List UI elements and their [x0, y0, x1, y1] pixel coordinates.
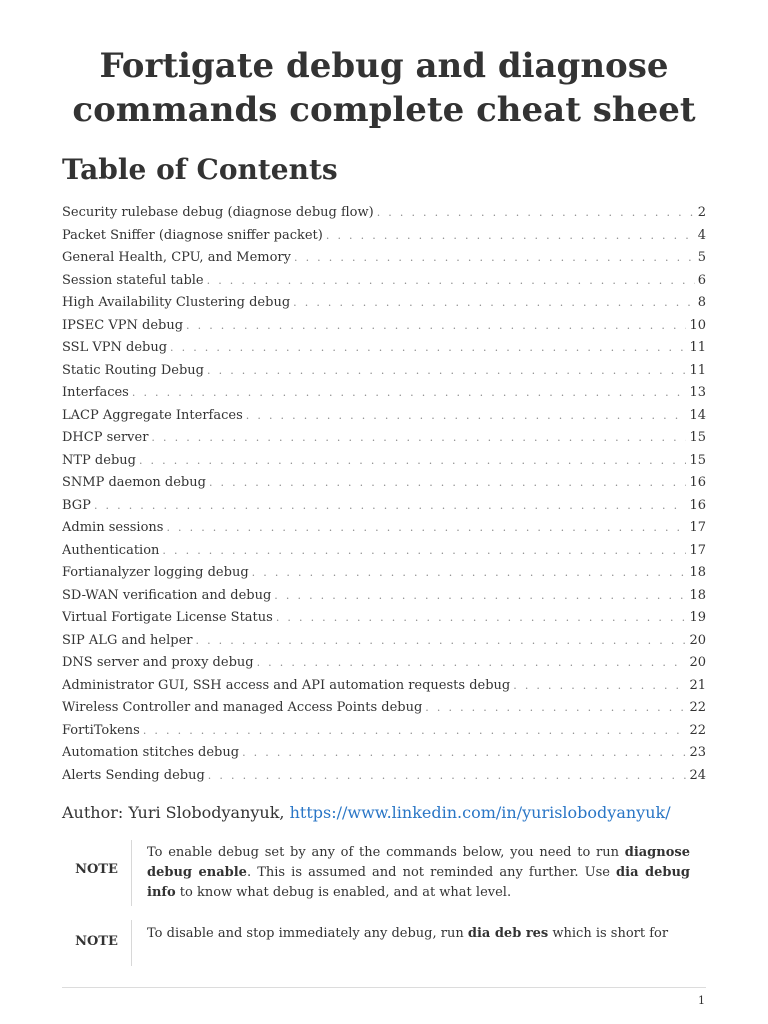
toc-entry[interactable]	[62, 742, 706, 765]
page-number: 1	[698, 994, 705, 1007]
toc-entry[interactable]	[62, 247, 706, 270]
toc-entry[interactable]	[62, 382, 706, 405]
note-text	[132, 920, 706, 966]
document-title: Fortigate debug and diagnose commands complete cheat sheet	[72, 46, 696, 130]
toc-leader-dots	[94, 495, 687, 518]
toc-leader-dots	[276, 607, 687, 630]
toc-entry-page: 6	[697, 272, 706, 288]
toc-entry-page: 4	[697, 227, 706, 243]
toc-entry[interactable]	[62, 517, 706, 540]
toc-leader-dots	[162, 540, 686, 563]
toc-entry-page: 2	[697, 205, 706, 220]
toc-leader-dots	[139, 450, 686, 473]
toc-entry-label: SIP ALG and helper	[62, 632, 193, 648]
note-label: NOTE	[75, 934, 118, 949]
toc-entry-page: 16	[689, 497, 706, 513]
author-linkedin-link[interactable]: https://www.linkedin.com/in/yurislobodyanyuk/	[289, 803, 671, 822]
toc-entry-page: 15	[689, 452, 706, 468]
toc-leader-dots	[377, 202, 695, 225]
toc-entry-label: Administrator GUI, SSH access and API automation requests debug	[62, 677, 511, 693]
toc-entry-label: Alerts Sending debug	[62, 767, 205, 783]
toc-leader-dots	[186, 315, 686, 338]
toc-entry-page: 11	[689, 340, 706, 355]
toc-leader-dots	[513, 675, 686, 698]
toc-entry-label: SD-WAN verification and debug	[62, 587, 272, 603]
note-text-part: to know what debug is enabled, and at what level.	[175, 885, 512, 900]
toc-entry-page: 10	[689, 317, 706, 333]
toc-leader-dots	[252, 562, 687, 585]
toc-entry-label: Virtual Fortigate License Status	[62, 610, 273, 625]
toc-leader-dots	[257, 652, 687, 675]
toc-leader-dots	[170, 337, 686, 360]
note-text-part: To disable and stop immediately any debug, run	[147, 926, 468, 941]
toc-entry[interactable]	[62, 225, 706, 248]
toc-entry-label: DHCP server	[62, 430, 149, 445]
toc-leader-dots	[207, 360, 686, 383]
toc-entry-label: Admin sessions	[62, 520, 164, 535]
toc-entry-label: Session stateful table	[62, 272, 204, 288]
toc-leader-dots	[143, 720, 687, 743]
toc-entry[interactable]	[62, 472, 706, 495]
toc-entry-page: 15	[689, 430, 706, 445]
toc-entry[interactable]	[62, 652, 706, 675]
toc-leader-dots	[207, 270, 695, 293]
toc-leader-dots	[242, 742, 686, 765]
toc-entry[interactable]	[62, 562, 706, 585]
toc-entry-page: 22	[689, 722, 706, 738]
toc-leader-dots	[151, 427, 686, 450]
toc-entry[interactable]	[62, 607, 706, 630]
toc-entry-page: 5	[697, 250, 706, 265]
toc-entry[interactable]	[62, 360, 706, 383]
note-command: dia debug info	[147, 865, 690, 900]
toc-entry-label: Packet Sniffer (diagnose sniffer packet)	[62, 227, 323, 243]
toc-entry[interactable]	[62, 292, 706, 315]
toc-entry-label: Interfaces	[62, 385, 129, 400]
toc-entry-label: IPSEC VPN debug	[62, 317, 184, 333]
toc-entry-label: Static Routing Debug	[62, 362, 205, 378]
toc-entry[interactable]	[62, 427, 706, 450]
toc-entry-page: 13	[689, 385, 706, 400]
toc-entry-page: 20	[689, 632, 706, 648]
toc-entry-label: Automation stitches debug	[62, 745, 240, 760]
note-text	[132, 840, 706, 906]
toc-entry-page: 11	[689, 362, 706, 378]
toc-entry-page: 21	[689, 677, 706, 693]
toc-entry[interactable]	[62, 585, 706, 608]
toc-entry[interactable]	[62, 202, 706, 225]
toc-entry-page: 8	[697, 295, 706, 310]
toc-entry[interactable]	[62, 697, 706, 720]
toc-leader-dots	[208, 765, 687, 788]
toc-entry-page: 16	[689, 475, 706, 490]
toc-entry[interactable]	[62, 450, 706, 473]
note-text-part: which is short for	[548, 926, 669, 941]
note-block-disable-debug	[62, 920, 706, 966]
toc-entry-page: 17	[689, 520, 706, 535]
toc-leader-dots	[294, 247, 695, 270]
toc-entry[interactable]	[62, 540, 706, 563]
toc-leader-dots	[293, 292, 695, 315]
toc-entry-page: 14	[689, 407, 706, 423]
toc-entry-label: SNMP daemon debug	[62, 475, 206, 490]
toc-leader-dots	[166, 517, 686, 540]
toc-leader-dots	[326, 225, 695, 248]
toc-entry-label: Security rulebase debug (diagnose debug flow)	[62, 205, 374, 220]
toc-entry[interactable]	[62, 270, 706, 293]
toc-leader-dots	[209, 472, 687, 495]
toc-entry-page: 20	[689, 655, 706, 670]
toc-entry-label: High Availability Clustering debug	[62, 295, 291, 310]
toc-entry-label: DNS server and proxy debug	[62, 655, 254, 670]
toc-entry-page: 24	[689, 767, 706, 783]
toc-entry-label: NTP debug	[62, 452, 136, 468]
toc-leader-dots	[132, 382, 687, 405]
toc-entry[interactable]	[62, 315, 706, 338]
note-text-part: To enable debug set by any of the commands below, you need to run	[147, 845, 625, 860]
footer-divider	[62, 987, 706, 988]
toc-leader-dots	[425, 697, 686, 720]
note-label: NOTE	[75, 862, 118, 877]
toc-entry-label: Wireless Controller and managed Access Points debug	[62, 700, 423, 715]
toc-entry-label: LACP Aggregate Interfaces	[62, 407, 243, 423]
toc-entry-label: Authentication	[62, 542, 160, 558]
toc-entry[interactable]	[62, 675, 706, 698]
toc-entry-page: 18	[689, 565, 706, 580]
author-line	[62, 800, 671, 826]
toc-entry-label: BGP	[62, 497, 91, 513]
toc-leader-dots	[196, 630, 687, 653]
toc-entry-page: 18	[689, 587, 706, 603]
toc-entry-page: 23	[689, 745, 706, 760]
toc-entry-page: 22	[689, 700, 706, 715]
toc-entry[interactable]	[62, 630, 706, 653]
note-text-part: . This is assumed and not reminded any further. Use	[246, 865, 617, 880]
note-command: diagnose debug enable	[147, 845, 690, 880]
toc-entry-label: Fortianalyzer logging debug	[62, 565, 249, 580]
note-block-enable-debug	[62, 840, 706, 906]
toc-entry-label: FortiTokens	[62, 722, 140, 738]
toc-entry[interactable]	[62, 337, 706, 360]
table-of-contents	[62, 202, 706, 787]
toc-leader-dots	[274, 585, 686, 608]
author-name: Author: Yuri Slobodyanyuk,	[62, 803, 290, 822]
toc-entry-page: 19	[689, 610, 706, 625]
note-command: dia deb res	[467, 926, 549, 941]
toc-entry-page: 17	[689, 542, 706, 558]
toc-entry[interactable]	[62, 495, 706, 518]
toc-entry[interactable]	[62, 720, 706, 743]
toc-heading: Table of Contents	[62, 153, 338, 186]
toc-entry[interactable]	[62, 405, 706, 428]
toc-entry-label: SSL VPN debug	[62, 340, 168, 355]
toc-entry-label: General Health, CPU, and Memory	[62, 250, 291, 265]
toc-entry[interactable]	[62, 765, 706, 788]
toc-leader-dots	[246, 405, 687, 428]
